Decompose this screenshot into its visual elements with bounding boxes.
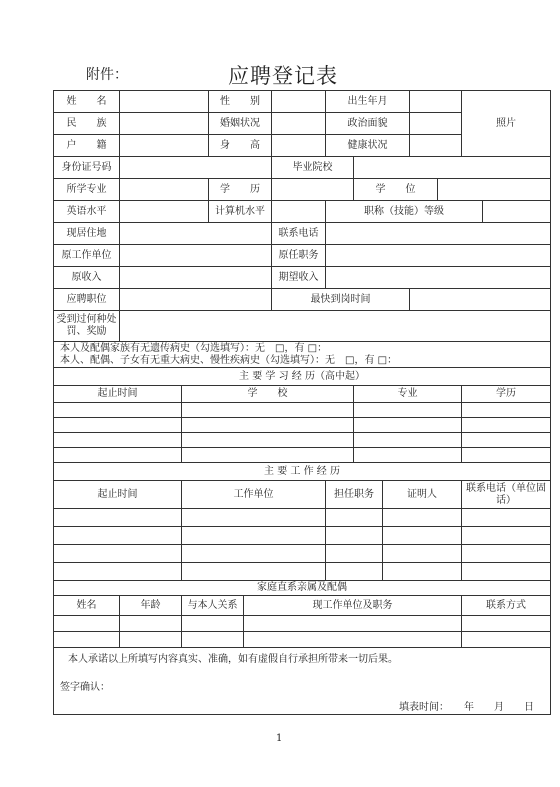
degree-field[interactable] xyxy=(438,179,551,201)
declaration-block xyxy=(54,648,551,715)
id-number-field[interactable] xyxy=(120,157,272,179)
work-cell[interactable] xyxy=(54,527,182,545)
family-header-relation: 与本人关系 xyxy=(182,596,244,616)
earliest-date-field[interactable] xyxy=(410,289,551,311)
computer-field[interactable] xyxy=(272,201,326,223)
title-grade-field[interactable] xyxy=(483,201,551,223)
attachment-label: 附件： xyxy=(86,67,128,83)
study-cell[interactable] xyxy=(182,433,354,448)
prev-position-label: 原任职务 xyxy=(272,245,326,267)
family-header-name: 姓名 xyxy=(54,596,120,616)
health-label: 健康状况 xyxy=(326,135,410,157)
awards-field[interactable] xyxy=(120,311,551,342)
family-cell[interactable] xyxy=(244,616,462,632)
table-row xyxy=(54,509,551,527)
ethnicity-field[interactable] xyxy=(120,113,209,135)
family-section-title: 家庭直系亲属及配偶 xyxy=(54,581,551,596)
work-header-period: 起止时间 xyxy=(54,481,182,509)
marital-field[interactable] xyxy=(272,113,326,135)
work-cell[interactable] xyxy=(383,509,462,527)
school-field[interactable] xyxy=(354,157,551,179)
prev-employer-field[interactable] xyxy=(120,245,272,267)
major-label: 所学专业 xyxy=(54,179,120,201)
table-row xyxy=(54,418,551,433)
table-row xyxy=(54,563,551,581)
family-cell[interactable] xyxy=(462,616,551,632)
prev-position-field[interactable] xyxy=(326,245,551,267)
work-cell[interactable] xyxy=(182,527,326,545)
prev-employer-label: 原工作单位 xyxy=(54,245,120,267)
work-cell[interactable] xyxy=(326,545,383,563)
family-cell[interactable] xyxy=(182,632,244,648)
study-header-degree: 学历 xyxy=(462,386,551,403)
address-label: 现居住地 xyxy=(54,223,120,245)
study-cell[interactable] xyxy=(182,448,354,463)
applied-position-label: 应聘职位 xyxy=(54,289,120,311)
study-cell[interactable] xyxy=(54,448,182,463)
expected-income-field[interactable] xyxy=(326,267,551,289)
prev-income-field[interactable] xyxy=(120,267,272,289)
height-field[interactable] xyxy=(272,135,326,157)
applied-position-field[interactable] xyxy=(120,289,272,311)
work-cell[interactable] xyxy=(462,527,551,545)
english-label: 英语水平 xyxy=(54,201,120,223)
work-header-reference: 证明人 xyxy=(383,481,462,509)
study-cell[interactable] xyxy=(54,433,182,448)
signature-label: 签字确认： xyxy=(60,682,110,693)
family-cell[interactable] xyxy=(54,616,120,632)
family-cell[interactable] xyxy=(182,616,244,632)
political-field[interactable] xyxy=(410,113,462,135)
work-header-employer: 工作单位 xyxy=(182,481,326,509)
work-cell[interactable] xyxy=(383,563,462,581)
degree-label: 学 位 xyxy=(354,179,438,201)
table-row xyxy=(54,433,551,448)
work-cell[interactable] xyxy=(54,545,182,563)
study-header-major: 专业 xyxy=(354,386,462,403)
work-header-phone: 联系电话（单位固话） xyxy=(462,481,551,509)
page-number: 1 xyxy=(276,733,283,744)
work-cell[interactable] xyxy=(326,509,383,527)
work-cell[interactable] xyxy=(326,527,383,545)
family-header-age: 年龄 xyxy=(120,596,182,616)
pledge-text: 本人承诺以上所填写内容真实、准确，如有虚假自行承担所带来一切后果。 xyxy=(68,654,398,665)
expected-income-label: 期望收入 xyxy=(272,267,326,289)
work-cell[interactable] xyxy=(54,509,182,527)
registration-table xyxy=(53,90,551,715)
awards-label: 受到过何种处罚、奖励 xyxy=(54,311,120,342)
work-cell[interactable] xyxy=(462,563,551,581)
work-section-title: 主 要 工 作 经 历 xyxy=(54,463,551,481)
family-header-contact: 联系方式 xyxy=(462,596,551,616)
height-label: 身 高 xyxy=(209,135,272,157)
education-field[interactable] xyxy=(272,179,354,201)
study-cell[interactable] xyxy=(354,433,462,448)
work-header-position: 担任职务 xyxy=(326,481,383,509)
work-cell[interactable] xyxy=(182,563,326,581)
photo-box[interactable]: 照片 xyxy=(462,91,551,157)
health-field[interactable] xyxy=(410,135,462,157)
study-cell[interactable] xyxy=(354,403,462,418)
medical-history-row[interactable] xyxy=(54,342,551,368)
phone-label: 联系电话 xyxy=(272,223,326,245)
table-row xyxy=(54,403,551,418)
birth-label: 出生年月 xyxy=(326,91,410,113)
study-cell[interactable] xyxy=(462,403,551,418)
work-cell[interactable] xyxy=(326,563,383,581)
name-field[interactable] xyxy=(120,91,209,113)
work-cell[interactable] xyxy=(54,563,182,581)
work-cell[interactable] xyxy=(182,509,326,527)
title-grade-label: 职称（技能）等级 xyxy=(326,201,483,223)
hukou-field[interactable] xyxy=(120,135,209,157)
political-label: 政治面貌 xyxy=(326,113,410,135)
gender-label: 性 别 xyxy=(209,91,272,113)
computer-label: 计算机水平 xyxy=(209,201,272,223)
school-label: 毕业院校 xyxy=(272,157,354,179)
prev-income-label: 原收入 xyxy=(54,267,120,289)
earliest-date-label: 最快到岗时间 xyxy=(272,289,410,311)
study-cell[interactable] xyxy=(354,448,462,463)
major-field[interactable] xyxy=(120,179,209,201)
family-cell[interactable] xyxy=(54,632,120,648)
family-cell[interactable] xyxy=(244,632,462,648)
study-cell[interactable] xyxy=(462,448,551,463)
education-label: 学 历 xyxy=(209,179,272,201)
family-history-question: 本人及配偶家族有无遗传病史（勾选填写）：无 □，有 □： xyxy=(60,342,328,354)
work-cell[interactable] xyxy=(383,545,462,563)
study-cell[interactable] xyxy=(54,403,182,418)
study-cell[interactable] xyxy=(462,433,551,448)
study-header-school: 学 校 xyxy=(182,386,354,403)
phone-field[interactable] xyxy=(326,223,551,245)
family-header-employer: 现工作单位及职务 xyxy=(244,596,462,616)
study-cell[interactable] xyxy=(182,418,354,433)
study-section-title: 主 要 学 习 经 历（高中起） xyxy=(54,368,551,386)
work-cell[interactable] xyxy=(462,509,551,527)
study-cell[interactable] xyxy=(54,418,182,433)
table-row xyxy=(54,527,551,545)
name-label: 姓 名 xyxy=(54,91,120,113)
table-row xyxy=(54,448,551,463)
family-cell[interactable] xyxy=(462,632,551,648)
hukou-label: 户 籍 xyxy=(54,135,120,157)
study-cell[interactable] xyxy=(182,403,354,418)
family-cell[interactable] xyxy=(120,632,182,648)
chronic-history-question: 本人、配偶、子女有无重大病史、慢性疾病史（勾选填写）：无 □，有 □： xyxy=(60,354,398,366)
table-row xyxy=(54,545,551,563)
fill-date-label: 填表时间： 年 月 日 xyxy=(399,702,535,713)
birth-field[interactable] xyxy=(410,91,462,113)
work-cell[interactable] xyxy=(462,545,551,563)
table-row xyxy=(54,632,551,648)
study-header-period: 起止时间 xyxy=(54,386,182,403)
address-field[interactable] xyxy=(120,223,272,245)
family-cell[interactable] xyxy=(120,616,182,632)
work-cell[interactable] xyxy=(182,545,326,563)
gender-field[interactable] xyxy=(272,91,326,113)
form-title: 应聘登记表 xyxy=(228,64,338,88)
study-cell[interactable] xyxy=(354,418,462,433)
ethnicity-label: 民 族 xyxy=(54,113,120,135)
marital-label: 婚姻状况 xyxy=(209,113,272,135)
id-number-label: 身份证号码 xyxy=(54,157,120,179)
work-cell[interactable] xyxy=(383,527,462,545)
english-field[interactable] xyxy=(120,201,209,223)
table-row xyxy=(54,616,551,632)
study-cell[interactable] xyxy=(462,418,551,433)
